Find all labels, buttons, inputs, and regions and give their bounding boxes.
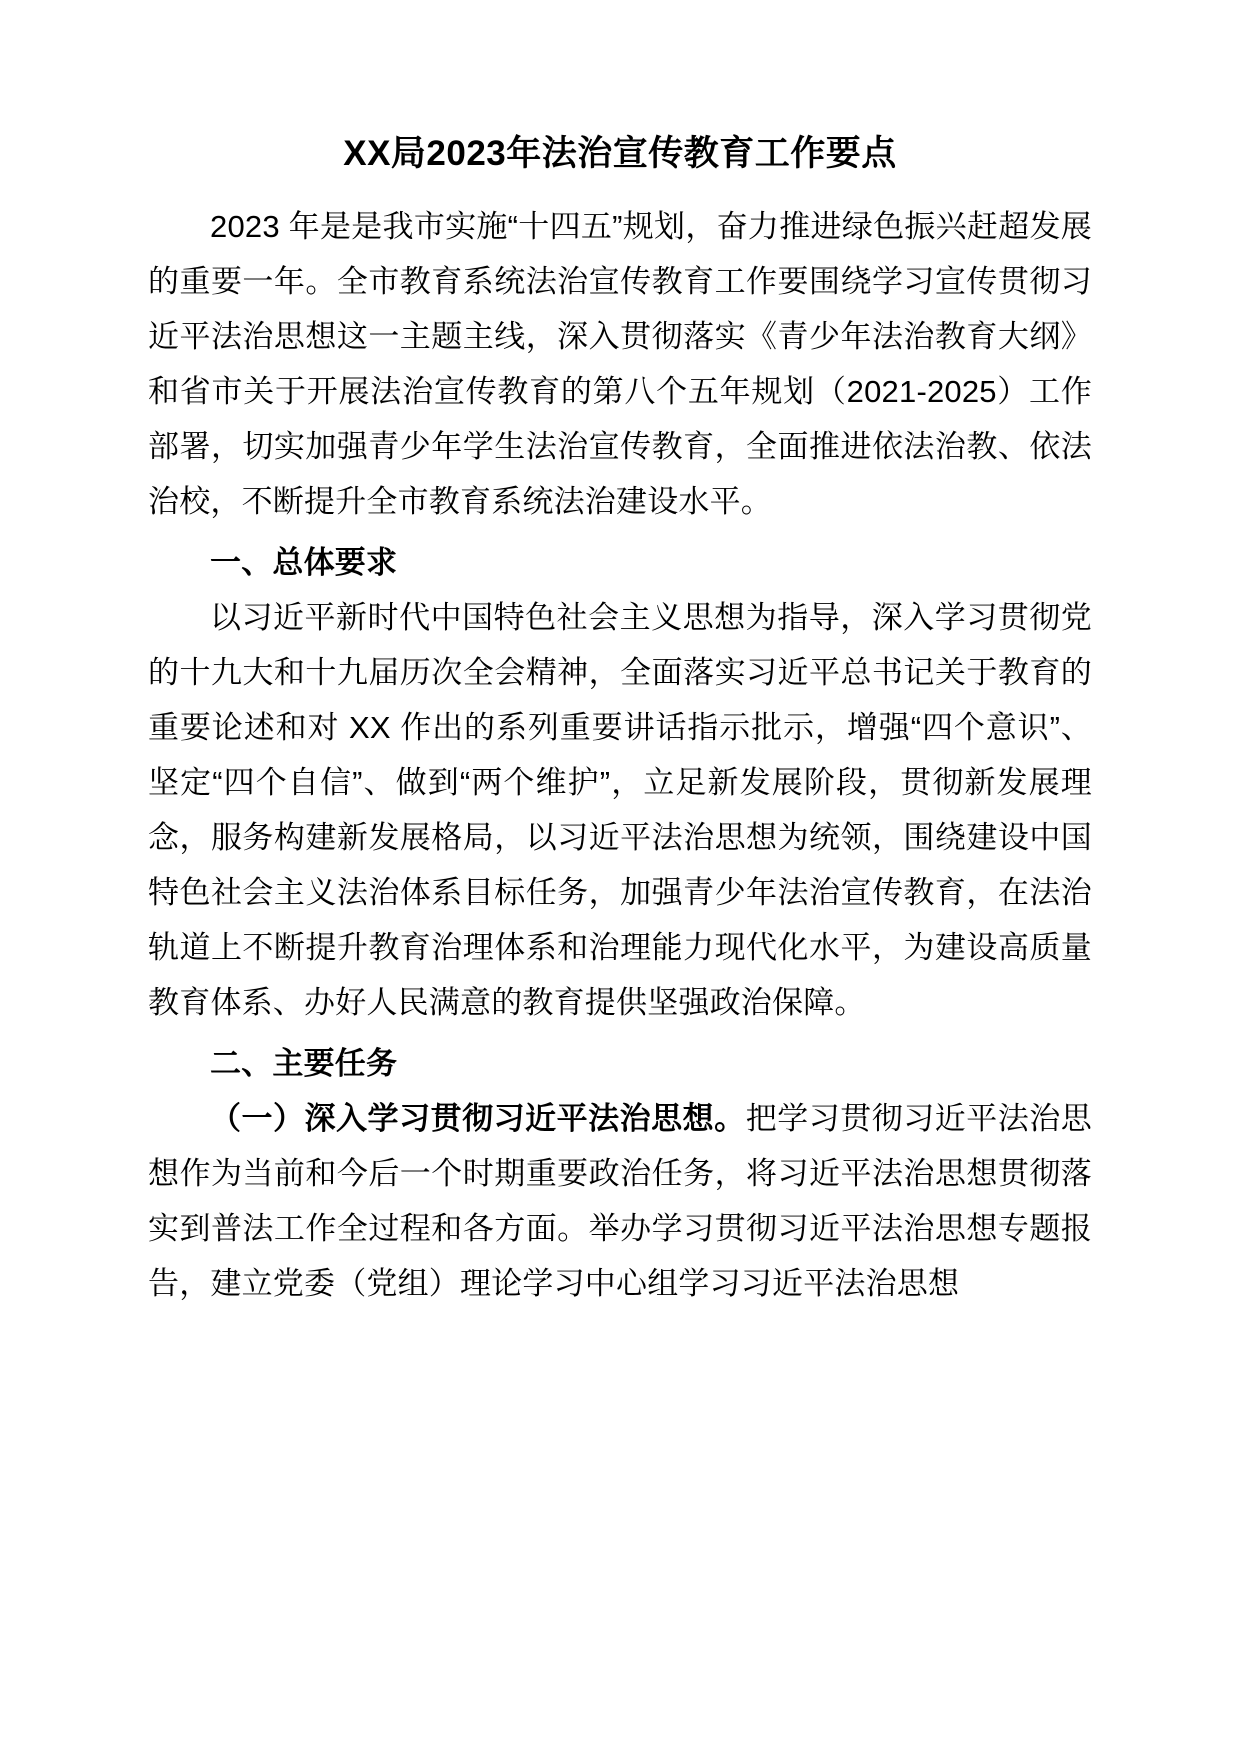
subsection-lead-one: （一）深入学习贯彻习近平法治思想。 — [210, 1100, 746, 1136]
page-title: XX局2023年法治宣传教育工作要点 — [343, 134, 897, 173]
section-heading-overall-requirements: 一、总体要求 — [210, 544, 398, 580]
section-heading-main-tasks: 二、主要任务 — [210, 1045, 398, 1081]
subsection-item-one — [148, 1091, 1092, 1311]
subsection-body-one: 把学习贯彻习近平法治思想作为当前和今后一个时期重要政治任务，将习近平法治思想贯彻落实到普法工作全过程和各方面。举办学习贯彻习近平法治思想专题报告，建立党委（党组）理论学习中心组学习习近平法治思想 — [148, 1100, 1092, 1301]
document-content — [148, 128, 1092, 1311]
intro-paragraph: 2023 年是是我市实施“十四五”规划，奋力推进绿色振兴赶超发展的重要一年。全市教育系统法治宣传教育工作要围绕学习宣传贯彻习近平法治思想这一主题主线，深入贯彻落实《青少年法治教育大纲》和省市关于开展法治宣传教育的第八个五年规划（2021-2025）工作部署，切实加强青少年学生法治宣传教育，全面推进依法治教、依法治校，不断提升全市教育系统法治建设水平。 — [148, 208, 1092, 519]
section-body-overall-requirements: 以习近平新时代中国特色社会主义思想为指导，深入学习贯彻党的十九大和十九届历次全会精神，全面落实习近平总书记关于教育的重要论述和对 XX 作出的系列重要讲话指示批示，增强“四个意识”、坚定“四个自信”、做到“两个维护”，立足新发展阶段，贯彻新发展理念，服务构建新发展格局，以习近平法治思想为统领，围绕建设中国特色社会主义法治体系目标任务，加强青少年法治宣传教育，在法治轨道上不断提升教育治理体系和治理能力现代化水平，为建设高质量教育体系、办好人民满意的教育提供坚强政治保障。 — [148, 599, 1092, 1020]
